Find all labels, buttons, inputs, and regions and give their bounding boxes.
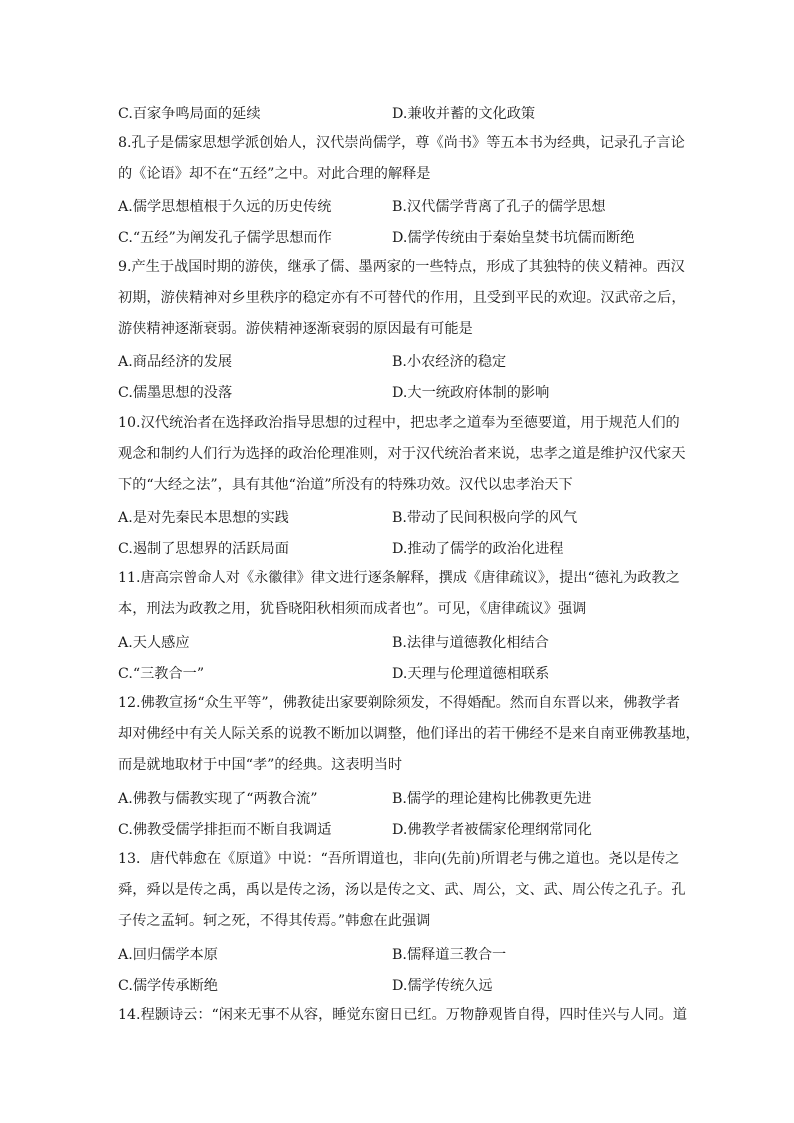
- question-stem: 11.唐高宗曾命人对《永徽律》律文进行逐条解释，撰成《唐律疏议》，提出“德礼为政教之 本，刑法为政教之用，犹昏晓阳秋相须而成者也”。可见，《唐律疏议》强调: [118, 570, 680, 617]
- option-b: B.带动了民间积极向学的风气: [392, 510, 578, 526]
- question-stem: 12.佛教宣扬“众生平等”，佛教徒出家要剃除须发，不得婚配。然而自东晋以来，佛教学者 却对佛经中有关人际关系的说教不断加以调整，他们译出的若干佛经不是来自南亚佛教基地， 而是就地取材于中国“孝”的经典。这表明当时: [118, 695, 700, 773]
- option-a: A.回归儒学本原: [118, 947, 218, 963]
- option-d: D.儒学传统久远: [392, 978, 493, 994]
- option-d: D.天理与伦理道德相联系: [392, 666, 550, 682]
- option-a: A.天人感应: [118, 635, 190, 651]
- option-a: A.是对先秦民本思想的实践: [118, 510, 289, 526]
- option-b: B.汉代儒学背离了孔子的儒学思想: [392, 199, 606, 215]
- question-stem: 10.汉代统治者在选择政治指导思想的过程中，把忠孝之道奉为至德要道，用于规范人们的 观念和制约人们行为选择的政治伦理准则，对于汉代统治者来说，忠孝之道是维护汉代家天 下的“大经之法”，具有其他“治道”所没有的特殊功效。汉代以忠孝治天下: [118, 415, 686, 493]
- option-c: C.“五经”为阐发孔子儒学思想而作: [118, 230, 332, 246]
- option-b: B.法律与道德教化相结合: [392, 635, 549, 651]
- option-d: D.兼收并蓄的文化政策: [392, 106, 536, 122]
- question-stem: 14.程颢诗云：“闲来无事不从容，睡觉东窗日已红。万物静观皆自得，四时佳兴与人同。道: [118, 1007, 687, 1023]
- question-stem: 8.孔子是儒家思想学派创始人，汉代崇尚儒学，尊《尚书》等五本书为经典，记录孔子言论 的《论语》却不在“五经”之中。对此合理的解释是: [118, 135, 685, 182]
- question-stem: 9.产生于战国时期的游侠，继承了儒、墨两家的一些特点，形成了其独特的侠义精神。西汉 初期，游侠精神对乡里秩序的稳定亦有不可替代的作用，且受到平民的欢迎。汉武帝之后， 游侠精神逐渐衰弱。游侠精神逐渐衰弱的原因最有可能是: [118, 259, 686, 337]
- option-c: C.遏制了思想界的活跃局面: [118, 541, 289, 557]
- option-c: C.百家争鸣局面的延续: [118, 106, 261, 122]
- option-c: C.“三教合一”: [118, 666, 205, 682]
- option-c: C.佛教受儒学排拒而不断自我调适: [118, 822, 332, 838]
- option-d: D.儒学传统由于秦始皇焚书坑儒而断绝: [392, 230, 635, 246]
- option-c: C.儒墨思想的没落: [118, 385, 233, 401]
- option-a: A.商品经济的发展: [118, 354, 233, 370]
- option-b: B.儒学的理论建构比佛教更先进: [392, 791, 592, 807]
- option-d: D.推动了儒学的政治化进程: [392, 541, 564, 557]
- option-d: D.大一统政府体制的影响: [392, 385, 550, 401]
- option-d: D.佛教学者被儒家伦理纲常同化: [392, 822, 592, 838]
- question-stem: 13．唐代韩愈在《原道》中说：“吾所谓道也，非向(先前)所谓老与佛之道也。尧以是传之 舜，舜以是传之禹，禹以是传之汤，汤以是传之文、武、周公，文、武、周公传之孔子。孔 子传之孟轲。轲之死，不得其传焉。”韩愈在此强调: [118, 851, 686, 929]
- option-b: B.小农经济的稳定: [392, 354, 507, 370]
- option-c: C.儒学传承断绝: [118, 978, 218, 994]
- option-a: A.儒学思想植根于久远的历史传统: [118, 199, 332, 215]
- option-a: A.佛教与儒教实现了“两教合流”: [118, 791, 318, 807]
- option-b: B.儒释道三教合一: [392, 947, 507, 963]
